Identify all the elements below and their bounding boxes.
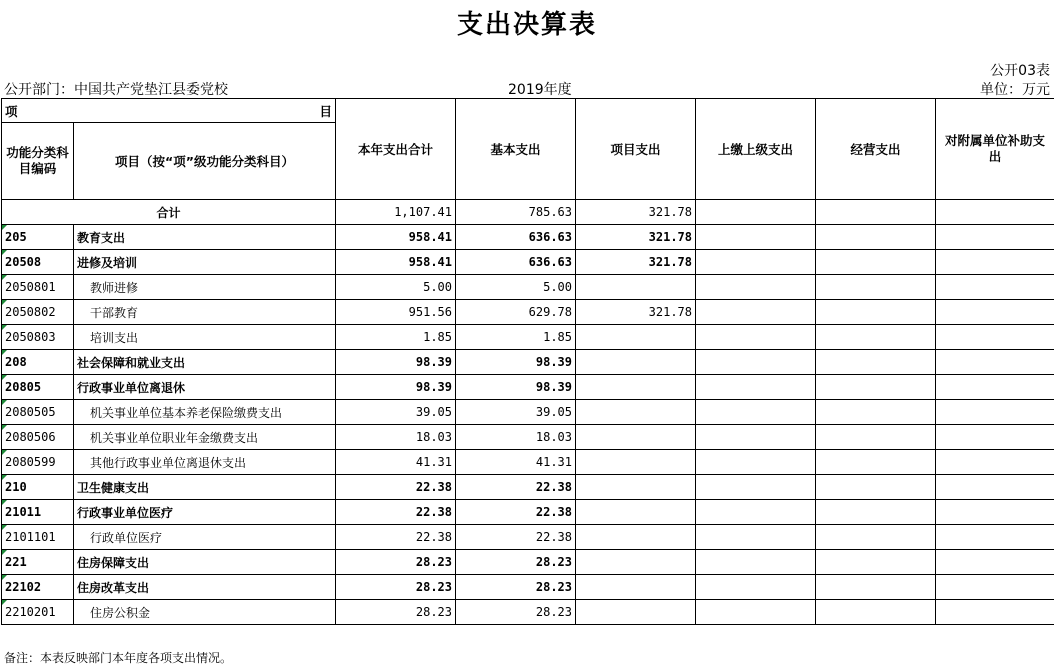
row-basic: 22.38 <box>456 475 576 500</box>
row-project <box>576 525 696 550</box>
row-project <box>576 425 696 450</box>
row-basic: 5.00 <box>456 275 576 300</box>
table-row <box>2 425 1054 450</box>
row-remit-upper <box>696 425 816 450</box>
row-name: 机关事业单位职业年金缴费支出 <box>74 425 336 450</box>
row-operating <box>816 525 936 550</box>
table-row <box>2 600 1054 625</box>
row-remit-upper <box>696 275 816 300</box>
row-remit-upper <box>696 600 816 625</box>
column-header-total: 本年支出合计 <box>336 99 456 200</box>
row-operating <box>816 350 936 375</box>
footnote: 备注：本表反映部门本年度各项支出情况。 <box>4 651 233 665</box>
row-code: 2101101 <box>2 525 74 550</box>
row-total: 958.41 <box>336 250 456 275</box>
row-subsidy <box>936 500 1054 525</box>
row-code: 205 <box>2 225 74 250</box>
row-code: 2050803 <box>2 325 74 350</box>
row-remit-upper <box>696 400 816 425</box>
row-operating <box>816 500 936 525</box>
row-name: 行政事业单位离退休 <box>74 375 336 400</box>
table-row <box>2 525 1054 550</box>
form-number: 公开03表 <box>990 63 1050 79</box>
table-row <box>2 550 1054 575</box>
row-project <box>576 550 696 575</box>
row-operating <box>816 200 936 225</box>
row-basic: 28.23 <box>456 575 576 600</box>
row-name: 住房保障支出 <box>74 550 336 575</box>
row-name: 进修及培训 <box>74 250 336 275</box>
row-project <box>576 375 696 400</box>
row-name: 教育支出 <box>74 225 336 250</box>
row-name: 干部教育 <box>74 300 336 325</box>
row-basic: 636.63 <box>456 225 576 250</box>
row-operating <box>816 375 936 400</box>
row-total: 1.85 <box>336 325 456 350</box>
row-subsidy <box>936 375 1054 400</box>
department-label: 公开部门：中国共产党垫江县委党校 <box>4 82 228 98</box>
table-row <box>2 450 1054 475</box>
table-row <box>2 500 1054 525</box>
row-total: 1,107.41 <box>336 200 456 225</box>
row-operating <box>816 575 936 600</box>
row-operating <box>816 450 936 475</box>
row-remit-upper <box>696 525 816 550</box>
row-subsidy <box>936 300 1054 325</box>
row-subsidy <box>936 250 1054 275</box>
row-operating <box>816 250 936 275</box>
row-basic: 629.78 <box>456 300 576 325</box>
row-total: 39.05 <box>336 400 456 425</box>
row-name: 卫生健康支出 <box>74 475 336 500</box>
column-header-subsidy: 对附属单位补助支出 <box>936 99 1054 200</box>
xiang-mu-header <box>2 99 336 123</box>
row-remit-upper <box>696 325 816 350</box>
row-name: 社会保障和就业支出 <box>74 350 336 375</box>
row-project <box>576 350 696 375</box>
table-row <box>2 375 1054 400</box>
row-code: 221 <box>2 550 74 575</box>
row-code: 2080506 <box>2 425 74 450</box>
row-subsidy <box>936 200 1054 225</box>
row-basic: 28.23 <box>456 600 576 625</box>
xiang-label: 项 <box>5 103 18 119</box>
row-code: 2050801 <box>2 275 74 300</box>
table-row <box>2 225 1054 250</box>
row-code: 2210201 <box>2 600 74 625</box>
row-operating <box>816 300 936 325</box>
row-subsidy <box>936 425 1054 450</box>
row-basic: 98.39 <box>456 375 576 400</box>
row-project <box>576 275 696 300</box>
row-total: 41.31 <box>336 450 456 475</box>
row-total: 22.38 <box>336 500 456 525</box>
column-header-operating: 经营支出 <box>816 99 936 200</box>
row-name: 住房公积金 <box>74 600 336 625</box>
table-row <box>2 275 1054 300</box>
row-subsidy <box>936 275 1054 300</box>
row-remit-upper <box>696 225 816 250</box>
row-remit-upper <box>696 475 816 500</box>
row-remit-upper <box>696 575 816 600</box>
row-code: 2080505 <box>2 400 74 425</box>
row-subsidy <box>936 575 1054 600</box>
row-subsidy <box>936 550 1054 575</box>
table-row <box>2 200 1054 225</box>
row-code: 20508 <box>2 250 74 275</box>
row-operating <box>816 475 936 500</box>
row-total: 98.39 <box>336 375 456 400</box>
row-total: 5.00 <box>336 275 456 300</box>
row-operating <box>816 400 936 425</box>
row-name: 行政事业单位医疗 <box>74 500 336 525</box>
table-row <box>2 475 1054 500</box>
table-row <box>2 325 1054 350</box>
row-operating <box>816 275 936 300</box>
row-remit-upper <box>696 375 816 400</box>
row-subsidy <box>936 450 1054 475</box>
row-remit-upper <box>696 200 816 225</box>
row-project <box>576 600 696 625</box>
row-basic: 636.63 <box>456 250 576 275</box>
mu-label: 目 <box>319 103 332 119</box>
table-body <box>2 200 1054 625</box>
row-basic: 28.23 <box>456 550 576 575</box>
row-remit-upper <box>696 250 816 275</box>
row-basic: 22.38 <box>456 500 576 525</box>
row-project <box>576 475 696 500</box>
row-total: 28.23 <box>336 600 456 625</box>
row-total: 951.56 <box>336 300 456 325</box>
row-project <box>576 575 696 600</box>
row-name: 合计 <box>2 200 336 225</box>
row-name: 住房改革支出 <box>74 575 336 600</box>
row-subsidy <box>936 325 1054 350</box>
row-total: 958.41 <box>336 225 456 250</box>
row-total: 22.38 <box>336 525 456 550</box>
row-code: 21011 <box>2 500 74 525</box>
row-project <box>576 400 696 425</box>
column-header-name: 项目（按“项”级功能分类科目） <box>74 123 336 200</box>
row-project <box>576 325 696 350</box>
column-header-basic: 基本支出 <box>456 99 576 200</box>
row-basic: 39.05 <box>456 400 576 425</box>
row-basic: 18.03 <box>456 425 576 450</box>
row-name: 机关事业单位基本养老保险缴费支出 <box>74 400 336 425</box>
column-header-project: 项目支出 <box>576 99 696 200</box>
row-name: 行政单位医疗 <box>74 525 336 550</box>
column-header-remit-upper: 上缴上级支出 <box>696 99 816 200</box>
row-operating <box>816 325 936 350</box>
row-subsidy <box>936 525 1054 550</box>
table-row <box>2 250 1054 275</box>
fiscal-year: 2019年度 <box>508 82 572 98</box>
row-total: 28.23 <box>336 575 456 600</box>
row-project: 321.78 <box>576 200 696 225</box>
row-operating <box>816 225 936 250</box>
row-project: 321.78 <box>576 250 696 275</box>
row-subsidy <box>936 225 1054 250</box>
row-project <box>576 450 696 475</box>
row-project: 321.78 <box>576 300 696 325</box>
table-row <box>2 400 1054 425</box>
row-code: 20805 <box>2 375 74 400</box>
row-remit-upper <box>696 350 816 375</box>
row-total: 28.23 <box>336 550 456 575</box>
row-code: 22102 <box>2 575 74 600</box>
column-header-code: 功能分类科目编码 <box>2 123 74 200</box>
row-project: 321.78 <box>576 225 696 250</box>
row-operating <box>816 600 936 625</box>
row-code: 208 <box>2 350 74 375</box>
table-row <box>2 575 1054 600</box>
row-basic: 22.38 <box>456 525 576 550</box>
row-subsidy <box>936 600 1054 625</box>
row-total: 22.38 <box>336 475 456 500</box>
table-row <box>2 300 1054 325</box>
row-total: 18.03 <box>336 425 456 450</box>
row-code: 210 <box>2 475 74 500</box>
row-remit-upper <box>696 500 816 525</box>
row-total: 98.39 <box>336 350 456 375</box>
row-remit-upper <box>696 300 816 325</box>
row-subsidy <box>936 475 1054 500</box>
unit-label: 单位：万元 <box>980 82 1050 98</box>
row-project <box>576 500 696 525</box>
expenditure-table <box>1 98 1054 625</box>
row-subsidy <box>936 400 1054 425</box>
page-title: 支出决算表 <box>456 10 597 40</box>
row-code: 2050802 <box>2 300 74 325</box>
row-name: 培训支出 <box>74 325 336 350</box>
row-basic: 785.63 <box>456 200 576 225</box>
row-name: 教师进修 <box>74 275 336 300</box>
row-remit-upper <box>696 450 816 475</box>
row-code: 2080599 <box>2 450 74 475</box>
row-operating <box>816 550 936 575</box>
row-remit-upper <box>696 550 816 575</box>
row-name: 其他行政事业单位离退休支出 <box>74 450 336 475</box>
table-row <box>2 350 1054 375</box>
row-basic: 41.31 <box>456 450 576 475</box>
row-basic: 98.39 <box>456 350 576 375</box>
row-operating <box>816 425 936 450</box>
row-basic: 1.85 <box>456 325 576 350</box>
row-subsidy <box>936 350 1054 375</box>
